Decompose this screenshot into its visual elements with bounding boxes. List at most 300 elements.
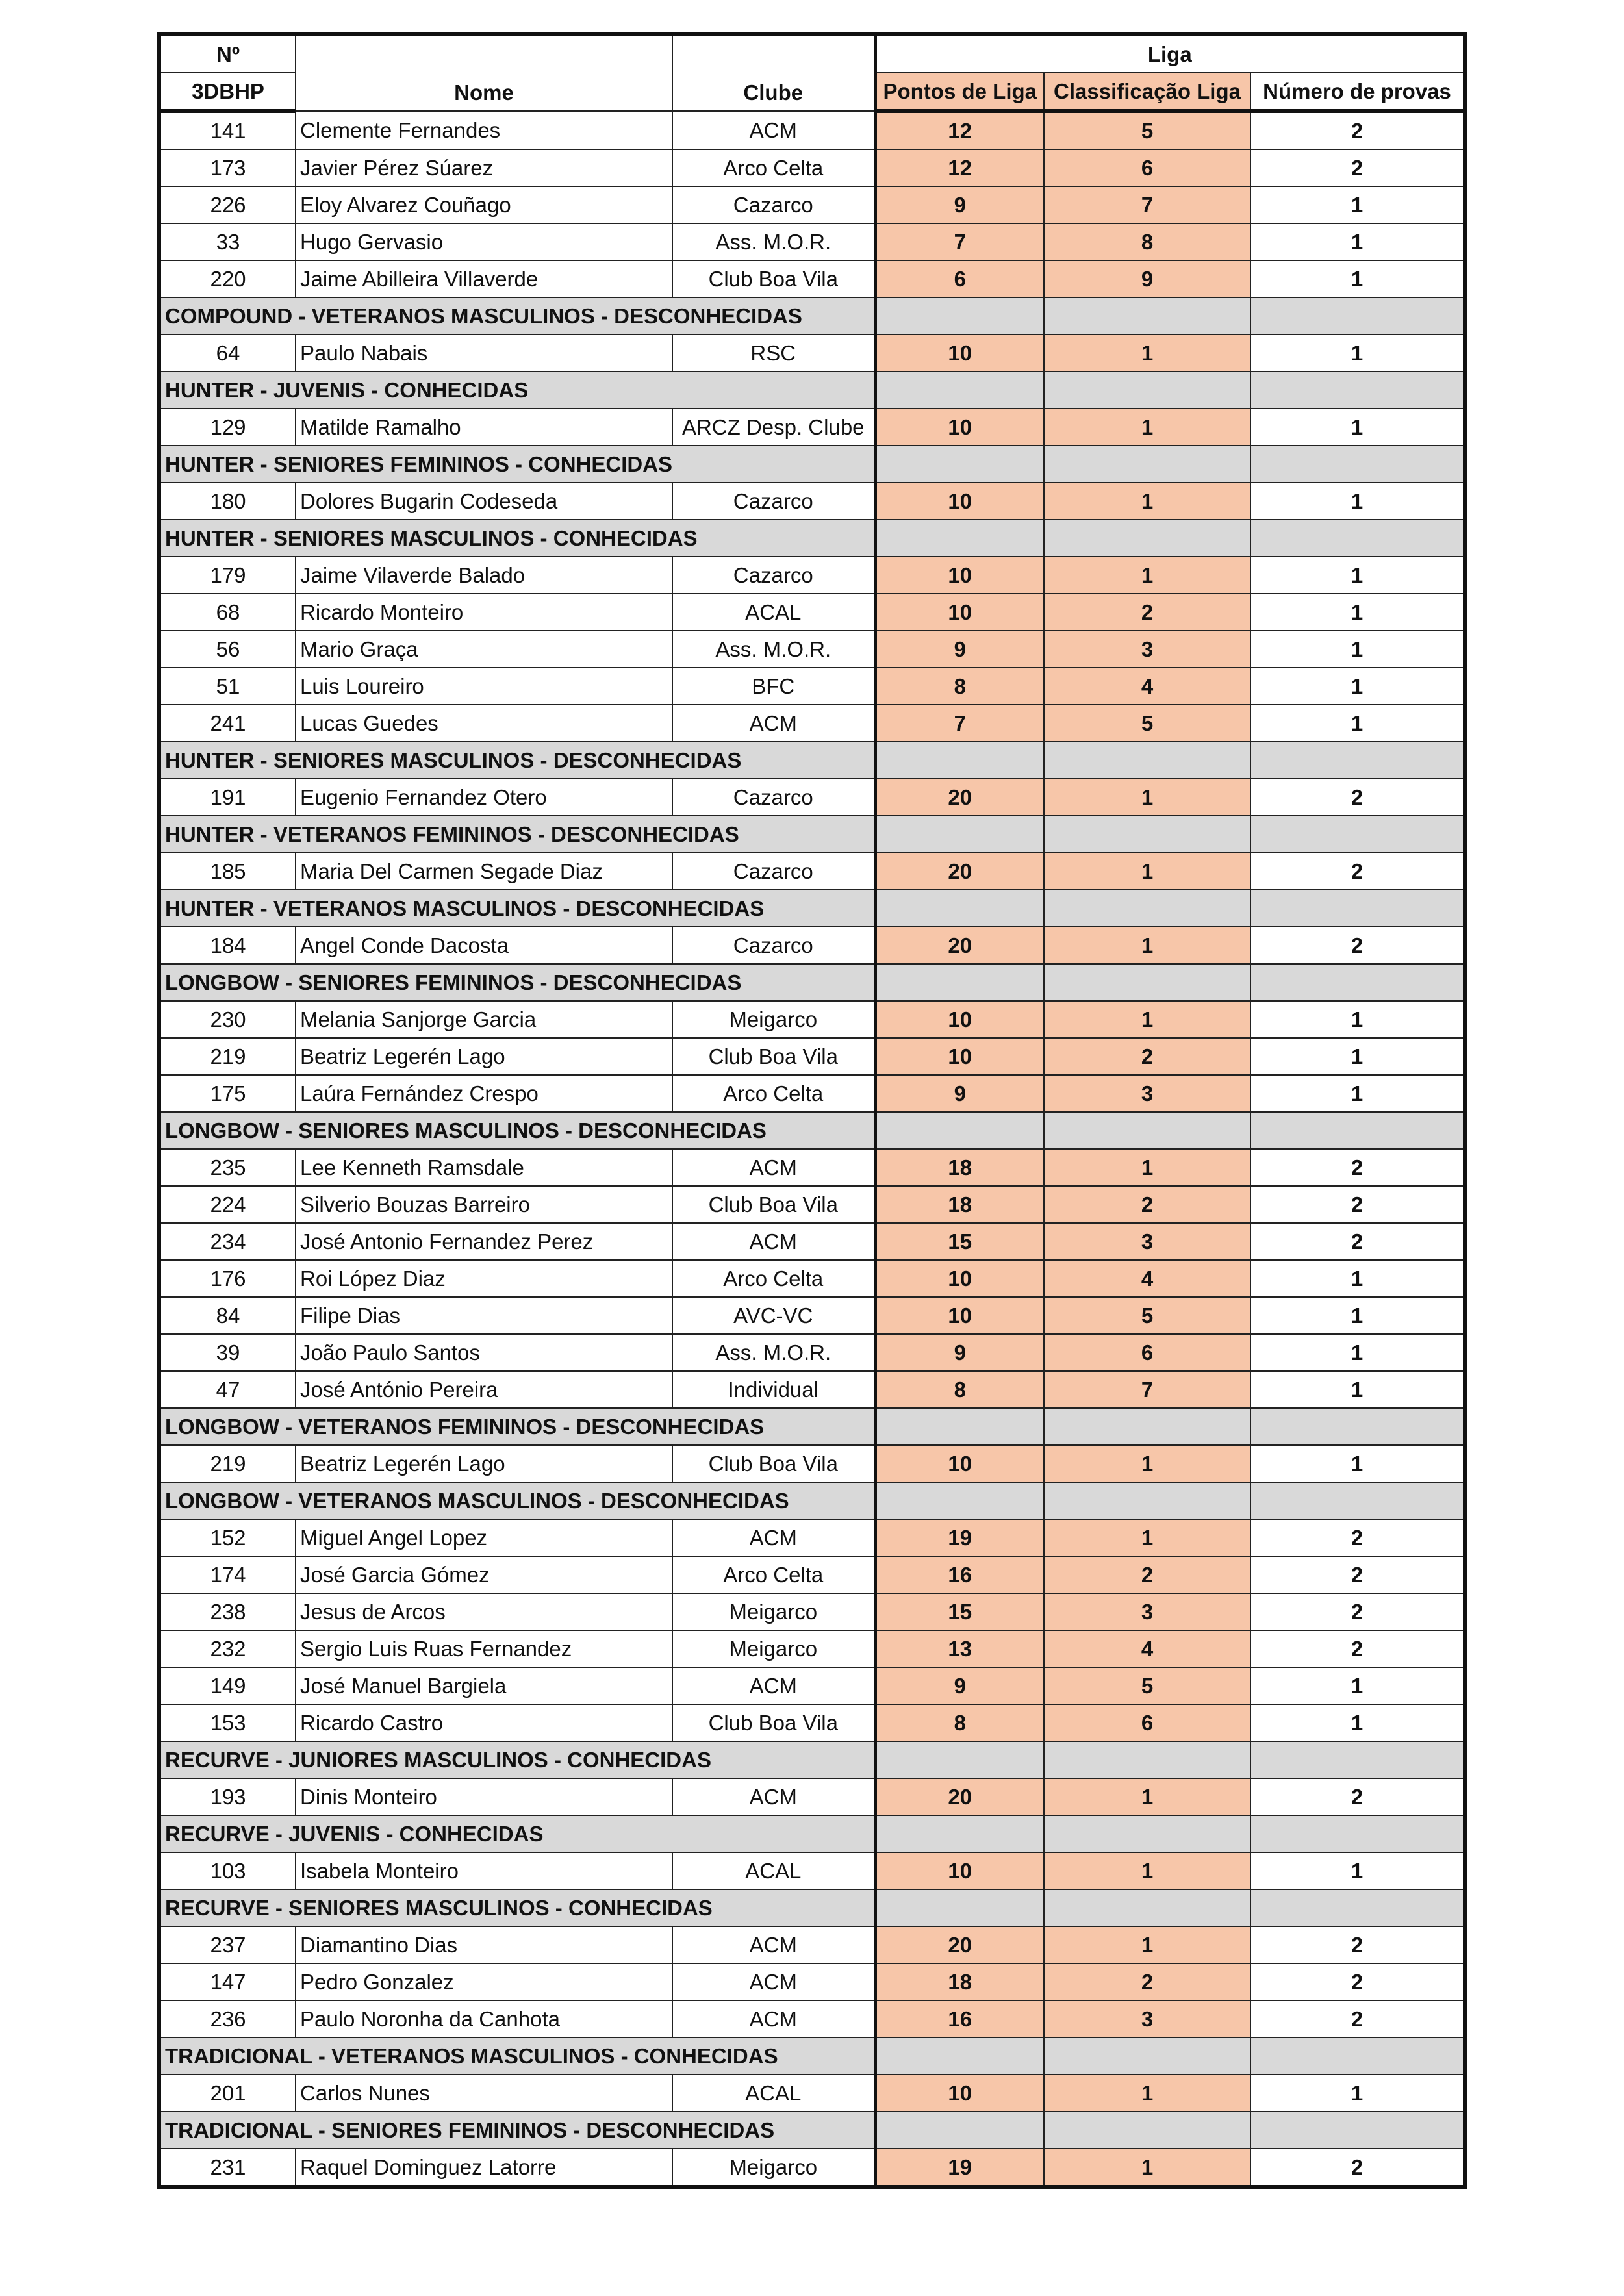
cell-name: Isabela Monteiro [296,1852,672,1889]
cell-classificacao: 1 [1044,1001,1250,1038]
category-pad-classificacao [1044,2112,1250,2149]
table-row [159,594,1465,631]
table-row [159,1334,1465,1371]
cell-provas: 2 [1250,2149,1465,2187]
table-row [159,1001,1465,1038]
cell-name: Jesus de Arcos [296,1593,672,1630]
table-row [159,334,1465,372]
table-row [159,2075,1465,2112]
cell-number: 141 [159,111,296,149]
cell-provas: 1 [1250,1852,1465,1889]
cell-name: Lucas Guedes [296,705,672,742]
category-row [159,964,1465,1001]
category-pad-classificacao [1044,1408,1250,1445]
cell-pontos: 10 [875,594,1044,631]
category-pad-provas [1250,1815,1465,1852]
cell-pontos: 10 [875,1445,1044,1482]
cell-club: Meigarco [672,1593,875,1630]
cell-provas: 1 [1250,1075,1465,1112]
cell-classificacao: 5 [1044,111,1250,149]
cell-provas: 1 [1250,1667,1465,1704]
category-pad-pontos [875,2037,1044,2075]
category-label: HUNTER - SENIORES MASCULINOS - CONHECIDAS [159,520,875,557]
cell-classificacao: 1 [1044,1852,1250,1889]
category-pad-provas [1250,520,1465,557]
cell-club: Arco Celta [672,1556,875,1593]
category-label: COMPOUND - VETERANOS MASCULINOS - DESCONHECIDAS [159,297,875,334]
cell-club: ACAL [672,594,875,631]
cell-name: José Antonio Fernandez Perez [296,1223,672,1260]
cell-number: 176 [159,1260,296,1297]
category-label: TRADICIONAL - SENIORES FEMININOS - DESCONHECIDAS [159,2112,875,2149]
cell-provas: 1 [1250,260,1465,297]
cell-club: ACM [672,1519,875,1556]
cell-provas: 1 [1250,2075,1465,2112]
category-pad-provas [1250,446,1465,483]
cell-pontos: 13 [875,1630,1044,1667]
cell-club: ACM [672,1926,875,1963]
table-row [159,1519,1465,1556]
table-row [159,483,1465,520]
cell-club: ACAL [672,1852,875,1889]
cell-number: 84 [159,1297,296,1334]
cell-provas: 2 [1250,1223,1465,1260]
cell-pontos: 15 [875,1593,1044,1630]
cell-number: 220 [159,260,296,297]
cell-provas: 1 [1250,334,1465,372]
cell-number: 47 [159,1371,296,1408]
header-classificacao: Classificação Liga [1044,73,1250,111]
cell-pontos: 10 [875,2075,1044,2112]
cell-classificacao: 1 [1044,1778,1250,1815]
category-pad-provas [1250,2112,1465,2149]
cell-provas: 1 [1250,1445,1465,1482]
cell-pontos: 10 [875,1297,1044,1334]
category-pad-classificacao [1044,446,1250,483]
cell-name: Pedro Gonzalez [296,1963,672,2000]
cell-pontos: 9 [875,1334,1044,1371]
cell-classificacao: 1 [1044,1445,1250,1482]
cell-club: Arco Celta [672,149,875,186]
cell-name: Ricardo Castro [296,1704,672,1741]
category-row [159,742,1465,779]
cell-classificacao: 2 [1044,1556,1250,1593]
cell-number: 184 [159,927,296,964]
table-row [159,1038,1465,1075]
table-row [159,927,1465,964]
cell-pontos: 9 [875,631,1044,668]
cell-provas: 1 [1250,1334,1465,1371]
category-pad-provas [1250,742,1465,779]
cell-name: Jaime Abilleira Villaverde [296,260,672,297]
table-row [159,1593,1465,1630]
category-pad-classificacao [1044,1741,1250,1778]
cell-pontos: 10 [875,334,1044,372]
cell-provas: 1 [1250,705,1465,742]
cell-pontos: 10 [875,409,1044,446]
cell-provas: 1 [1250,1704,1465,1741]
category-label: RECURVE - SENIORES MASCULINOS - CONHECIDAS [159,1889,875,1926]
cell-classificacao: 9 [1044,260,1250,297]
cell-number: 68 [159,594,296,631]
category-pad-provas [1250,816,1465,853]
cell-number: 33 [159,223,296,260]
category-pad-pontos [875,890,1044,927]
table-row [159,2000,1465,2037]
cell-classificacao: 4 [1044,1260,1250,1297]
cell-pontos: 16 [875,2000,1044,2037]
cell-number: 175 [159,1075,296,1112]
cell-club: ACM [672,1149,875,1186]
cell-number: 152 [159,1519,296,1556]
cell-name: José Manuel Bargiela [296,1667,672,1704]
cell-club: ARCZ Desp. Clube [672,409,875,446]
cell-pontos: 6 [875,260,1044,297]
category-label: HUNTER - SENIORES MASCULINOS - DESCONHECIDAS [159,742,875,779]
category-pad-pontos [875,1408,1044,1445]
cell-name: Raquel Dominguez Latorre [296,2149,672,2187]
cell-number: 235 [159,1149,296,1186]
category-row [159,1482,1465,1519]
table-row [159,1556,1465,1593]
table-row [159,111,1465,149]
cell-provas: 2 [1250,1630,1465,1667]
category-row [159,1408,1465,1445]
cell-provas: 2 [1250,1926,1465,1963]
cell-provas: 2 [1250,1963,1465,2000]
category-pad-provas [1250,372,1465,409]
cell-club: AVC-VC [672,1297,875,1334]
cell-number: 219 [159,1445,296,1482]
cell-provas: 2 [1250,149,1465,186]
table-row [159,1186,1465,1223]
cell-name: Javier Pérez Súarez [296,149,672,186]
cell-provas: 1 [1250,1001,1465,1038]
category-pad-pontos [875,742,1044,779]
cell-pontos: 8 [875,1704,1044,1741]
category-pad-provas [1250,1408,1465,1445]
cell-club: Meigarco [672,2149,875,2187]
category-label: RECURVE - JUNIORES MASCULINOS - CONHECIDAS [159,1741,875,1778]
cell-pontos: 9 [875,186,1044,223]
cell-classificacao: 1 [1044,779,1250,816]
category-pad-pontos [875,1815,1044,1852]
category-pad-classificacao [1044,964,1250,1001]
table-row [159,1149,1465,1186]
cell-number: 185 [159,853,296,890]
cell-classificacao: 3 [1044,2000,1250,2037]
cell-provas: 2 [1250,1556,1465,1593]
cell-classificacao: 2 [1044,1963,1250,2000]
category-pad-classificacao [1044,372,1250,409]
cell-club: Club Boa Vila [672,1038,875,1075]
cell-number: 191 [159,779,296,816]
category-label: LONGBOW - SENIORES FEMININOS - DESCONHECIDAS [159,964,875,1001]
cell-pontos: 20 [875,927,1044,964]
header-pontos: Pontos de Liga [875,73,1044,111]
category-pad-provas [1250,297,1465,334]
cell-name: José António Pereira [296,1371,672,1408]
cell-name: Dolores Bugarin Codeseda [296,483,672,520]
cell-name: Dinis Monteiro [296,1778,672,1815]
cell-classificacao: 3 [1044,1593,1250,1630]
table-row [159,1630,1465,1667]
header-3dbhp: 3DBHP [159,73,296,111]
cell-club: ACAL [672,2075,875,2112]
table-row [159,668,1465,705]
cell-classificacao: 4 [1044,1630,1250,1667]
cell-club: Cazarco [672,853,875,890]
cell-provas: 2 [1250,2000,1465,2037]
cell-name: Paulo Nabais [296,334,672,372]
cell-number: 147 [159,1963,296,2000]
category-pad-pontos [875,816,1044,853]
cell-club: ACM [672,1667,875,1704]
cell-name: Hugo Gervasio [296,223,672,260]
cell-provas: 1 [1250,186,1465,223]
cell-name: Silverio Bouzas Barreiro [296,1186,672,1223]
cell-club: Ass. M.O.R. [672,631,875,668]
cell-name: Sergio Luis Ruas Fernandez [296,1630,672,1667]
table-row [159,1852,1465,1889]
category-label: LONGBOW - VETERANOS FEMININOS - DESCONHECIDAS [159,1408,875,1445]
category-row [159,2112,1465,2149]
cell-number: 173 [159,149,296,186]
table-row [159,186,1465,223]
cell-classificacao: 1 [1044,334,1250,372]
category-pad-pontos [875,964,1044,1001]
cell-pontos: 20 [875,1778,1044,1815]
cell-provas: 1 [1250,1297,1465,1334]
cell-pontos: 18 [875,1149,1044,1186]
cell-number: 39 [159,1334,296,1371]
cell-classificacao: 1 [1044,483,1250,520]
cell-number: 241 [159,705,296,742]
cell-name: Miguel Angel Lopez [296,1519,672,1556]
cell-provas: 1 [1250,594,1465,631]
header-provas: Número de provas [1250,73,1465,111]
category-pad-provas [1250,1741,1465,1778]
cell-provas: 1 [1250,409,1465,446]
cell-classificacao: 5 [1044,1667,1250,1704]
category-pad-provas [1250,1482,1465,1519]
cell-classificacao: 2 [1044,594,1250,631]
cell-provas: 1 [1250,483,1465,520]
cell-name: Beatriz Legerén Lago [296,1038,672,1075]
cell-classificacao: 1 [1044,1519,1250,1556]
category-pad-pontos [875,1741,1044,1778]
cell-name: João Paulo Santos [296,1334,672,1371]
cell-name: Filipe Dias [296,1297,672,1334]
cell-club: Cazarco [672,779,875,816]
cell-pontos: 20 [875,853,1044,890]
cell-name: Matilde Ramalho [296,409,672,446]
table-row [159,1778,1465,1815]
cell-club: ACM [672,2000,875,2037]
cell-name: Laúra Fernández Crespo [296,1075,672,1112]
cell-classificacao: 2 [1044,1038,1250,1075]
category-pad-pontos [875,520,1044,557]
cell-classificacao: 1 [1044,853,1250,890]
cell-club: Arco Celta [672,1260,875,1297]
cell-pontos: 10 [875,483,1044,520]
cell-classificacao: 7 [1044,1371,1250,1408]
category-row [159,297,1465,334]
table-row [159,1075,1465,1112]
cell-provas: 1 [1250,631,1465,668]
cell-pontos: 19 [875,2149,1044,2187]
cell-number: 64 [159,334,296,372]
cell-provas: 1 [1250,557,1465,594]
category-pad-classificacao [1044,816,1250,853]
cell-pontos: 10 [875,1001,1044,1038]
cell-classificacao: 3 [1044,1223,1250,1260]
category-pad-classificacao [1044,520,1250,557]
cell-number: 174 [159,1556,296,1593]
cell-number: 149 [159,1667,296,1704]
cell-number: 230 [159,1001,296,1038]
cell-number: 193 [159,1778,296,1815]
cell-club: Cazarco [672,483,875,520]
header-no: Nº [159,34,296,73]
cell-club: Ass. M.O.R. [672,223,875,260]
table-row [159,1963,1465,2000]
cell-pontos: 10 [875,557,1044,594]
cell-classificacao: 3 [1044,1075,1250,1112]
cell-pontos: 19 [875,1519,1044,1556]
cell-pontos: 15 [875,1223,1044,1260]
cell-pontos: 16 [875,1556,1044,1593]
table-row [159,1223,1465,1260]
table-row [159,1371,1465,1408]
cell-club: Cazarco [672,557,875,594]
category-pad-provas [1250,2037,1465,2075]
cell-classificacao: 8 [1044,223,1250,260]
category-row [159,1889,1465,1926]
category-label: HUNTER - JUVENIS - CONHECIDAS [159,372,875,409]
category-pad-provas [1250,890,1465,927]
league-results-table [157,32,1467,2189]
cell-number: 224 [159,1186,296,1223]
cell-club: Club Boa Vila [672,1186,875,1223]
cell-pontos: 9 [875,1667,1044,1704]
category-pad-pontos [875,1482,1044,1519]
cell-name: Luis Loureiro [296,668,672,705]
category-pad-pontos [875,1889,1044,1926]
table-row [159,1667,1465,1704]
cell-provas: 2 [1250,111,1465,149]
cell-classificacao: 7 [1044,186,1250,223]
table-row [159,1260,1465,1297]
cell-number: 153 [159,1704,296,1741]
category-row [159,1741,1465,1778]
cell-pontos: 10 [875,1038,1044,1075]
category-label: LONGBOW - VETERANOS MASCULINOS - DESCONHECIDAS [159,1482,875,1519]
cell-classificacao: 1 [1044,557,1250,594]
cell-pontos: 12 [875,149,1044,186]
cell-name: Eloy Alvarez Couñago [296,186,672,223]
cell-club: Individual [672,1371,875,1408]
cell-name: Diamantino Dias [296,1926,672,1963]
cell-name: Melania Sanjorge Garcia [296,1001,672,1038]
category-pad-pontos [875,372,1044,409]
table-row [159,557,1465,594]
cell-provas: 1 [1250,1260,1465,1297]
table-row [159,1297,1465,1334]
cell-number: 231 [159,2149,296,2187]
category-row [159,520,1465,557]
cell-provas: 2 [1250,1186,1465,1223]
table-row [159,409,1465,446]
cell-name: Clemente Fernandes [296,111,672,149]
category-pad-classificacao [1044,1889,1250,1926]
category-row [159,890,1465,927]
cell-provas: 1 [1250,1038,1465,1075]
cell-number: 237 [159,1926,296,1963]
cell-name: Jaime Vilaverde Balado [296,557,672,594]
category-row [159,1112,1465,1149]
cell-club: ACM [672,705,875,742]
cell-number: 51 [159,668,296,705]
header-nome: Nome [296,34,672,111]
category-pad-classificacao [1044,297,1250,334]
cell-classificacao: 2 [1044,1186,1250,1223]
category-label: LONGBOW - SENIORES MASCULINOS - DESCONHECIDAS [159,1112,875,1149]
cell-classificacao: 6 [1044,1704,1250,1741]
cell-name: Paulo Noronha da Canhota [296,2000,672,2037]
cell-classificacao: 3 [1044,631,1250,668]
cell-name: Angel Conde Dacosta [296,927,672,964]
cell-name: Eugenio Fernandez Otero [296,779,672,816]
cell-classificacao: 1 [1044,409,1250,446]
cell-provas: 1 [1250,668,1465,705]
cell-provas: 1 [1250,1371,1465,1408]
cell-number: 179 [159,557,296,594]
table-row [159,631,1465,668]
category-label: TRADICIONAL - VETERANOS MASCULINOS - CONHECIDAS [159,2037,875,2075]
cell-pontos: 10 [875,1260,1044,1297]
cell-pontos: 20 [875,1926,1044,1963]
cell-classificacao: 1 [1044,1149,1250,1186]
cell-club: ACM [672,1223,875,1260]
cell-name: Lee Kenneth Ramsdale [296,1149,672,1186]
cell-club: Cazarco [672,186,875,223]
cell-club: BFC [672,668,875,705]
cell-provas: 2 [1250,1149,1465,1186]
cell-provas: 2 [1250,1778,1465,1815]
category-label: HUNTER - SENIORES FEMININOS - CONHECIDAS [159,446,875,483]
cell-club: ACM [672,1963,875,2000]
cell-number: 226 [159,186,296,223]
cell-classificacao: 5 [1044,705,1250,742]
cell-pontos: 8 [875,668,1044,705]
cell-provas: 2 [1250,853,1465,890]
table-row [159,1704,1465,1741]
cell-classificacao: 4 [1044,668,1250,705]
cell-number: 232 [159,1630,296,1667]
category-row [159,816,1465,853]
cell-pontos: 8 [875,1371,1044,1408]
cell-name: Mario Graça [296,631,672,668]
cell-club: Meigarco [672,1001,875,1038]
cell-classificacao: 1 [1044,2149,1250,2187]
cell-club: Meigarco [672,1630,875,1667]
cell-club: ACM [672,111,875,149]
header-row-top [159,34,1465,73]
cell-club: Club Boa Vila [672,1445,875,1482]
cell-number: 236 [159,2000,296,2037]
header-liga: Liga [875,34,1465,73]
